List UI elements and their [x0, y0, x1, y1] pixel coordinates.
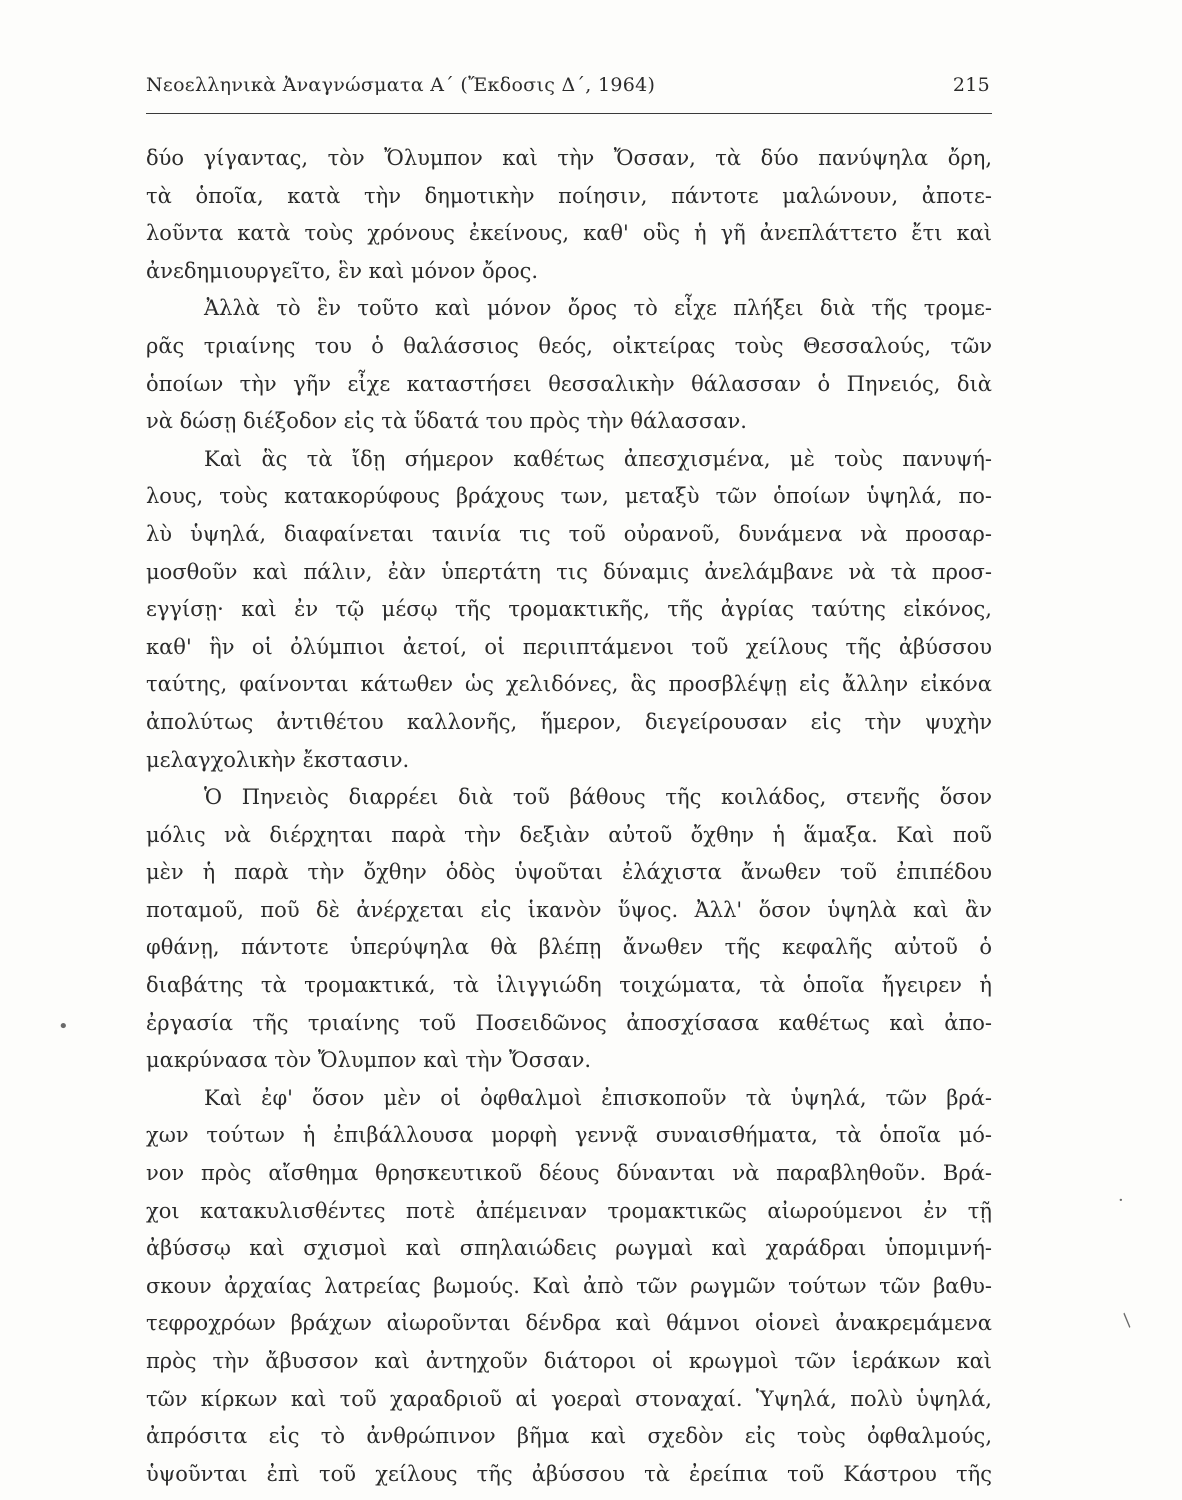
text-line: λοῦντα κατὰ τοὺς χρόνους ἐκείνους, καθ' οὓς ἡ γῆ ἀνεπλάττετο ἔτι καὶ [146, 221, 992, 246]
text-line: Καὶ ἃς τὰ ἴδῃ σήμερον καθέτως ἀπεσχισμένα, μὲ τοὺς πανυψή- [204, 446, 992, 471]
text-line: Καὶ ἐφ' ὅσον μὲν οἱ ὀφθαλμοὶ ἐπισκοποῦν τὰ ὑψηλά, τῶν βρά- [204, 1085, 992, 1110]
text-line: πρὸς τὴν ἄβυσσον καὶ ἀντηχοῦν διάτοροι οἱ κρωγμοὶ τῶν ἱεράκων καὶ [146, 1349, 992, 1373]
text-line: ρᾶς τριαίνης του ὁ θαλάσσιος θεός, οἰκτείρας τοὺς Θεσσαλούς, τῶν [146, 333, 992, 358]
text-line: λὺ ὑψηλά, διαφαίνεται ταινία τις τοῦ οὐρανοῦ, δυνάμενα νὰ προσαρ- [146, 521, 992, 546]
margin-speck: · [1118, 1190, 1124, 1211]
page-number: 215 [952, 74, 990, 96]
text-line: νὰ δώσῃ διέξοδον εἰς τὰ ὕδατά του πρὸς τὴν θάλασσαν. [146, 409, 747, 434]
margin-stroke: / [1117, 1310, 1137, 1331]
text-line: σκουν ἀρχαίας λατρείας βωμούς. Καὶ ἀπὸ τῶν ρωγμῶν τούτων τῶν βαθυ- [146, 1273, 992, 1298]
header-rule [146, 113, 992, 114]
text-line: ὑψοῦνται ἐπὶ τοῦ χείλους τῆς ἀβύσσου τὰ ἐρείπια τοῦ Κάστρου τῆς [146, 1461, 992, 1486]
margin-dot: • [58, 1016, 69, 1037]
text-line: μόλις νὰ διέρχηται παρὰ τὴν δεξιὰν αὐτοῦ ὄχθην ἡ ἅμαξα. Καὶ ποῦ [146, 822, 992, 847]
text-line: Ὁ Πηνειὸς διαρρέει διὰ τοῦ βάθους τῆς κοιλάδος, στενῆς ὅσον [204, 785, 992, 810]
text-line: τεφροχρόων βράχων αἰωροῦνται δένδρα καὶ θάμνοι οἱονεὶ ἀνακρεμάμενα [146, 1311, 992, 1336]
text-line: μοσθοῦν καὶ πάλιν, ἐὰν ὑπερτάτη τις δύναμις ἀνελάμβανε νὰ τὰ προσ- [146, 559, 992, 584]
text-line: χων τούτων ἡ ἐπιβάλλουσα μορφὴ γεννᾷ συναισθήματα, τὰ ὁποῖα μό- [146, 1123, 992, 1148]
text-line: μακρύνασα τὸν Ὄλυμπον καὶ τὴν Ὄσσαν. [146, 1048, 592, 1073]
text-line: μελαγχολικὴν ἔκστασιν. [146, 747, 410, 772]
text-line: νον πρὸς αἴσθημα θρησκευτικοῦ δέους δύνανται νὰ παραβληθοῦν. Βρά- [146, 1161, 992, 1186]
text-line: μὲν ἡ παρὰ τὴν ὄχθην ὁδὸς ὑψοῦται ἐλάχιστα ἄνωθεν τοῦ ἐπιπέδου [146, 860, 992, 885]
text-line: χοι κατακυλισθέντες ποτὲ ἀπέμειναν τρομακτικῶς αἰωρούμενοι ἐν τῇ [146, 1198, 992, 1223]
text-line: καθ' ἣν οἱ ὀλύμπιοι ἀετοί, οἱ περιιπτάμενοι τοῦ χείλους τῆς ἀβύσσου [146, 634, 992, 659]
text-line: ποταμοῦ, ποῦ δὲ ἀνέρχεται εἰς ἱκανὸν ὕψος. Ἀλλ' ὅσον ὑψηλὰ καὶ ἂν [146, 897, 992, 922]
running-title: Νεοελληνικὰ Ἀναγνώσματα Α΄ (Ἔκδοσις Δ΄, 1964) [146, 74, 656, 96]
text-line: ἀβύσσῳ καὶ σχισμοὶ καὶ σπηλαιώδεις ρωγμαὶ καὶ χαράδραι ὑπομιμνή- [146, 1236, 992, 1261]
text-line: ἀπολύτως ἀντιθέτου καλλονῆς, ἥμερον, διεγείρουσαν εἰς τὴν ψυχὴν [146, 709, 992, 734]
text-line: ἀνεδημιουργεῖτο, ἓν καὶ μόνον ὄρος. [146, 258, 539, 283]
text-line: τὰ ὁποῖα, κατὰ τὴν δημοτικὴν ποίησιν, πάντοτε μαλώνουν, ἀποτε- [146, 183, 992, 208]
text-line: ἀπρόσιτα εἰς τὸ ἀνθρώπινον βῆμα καὶ σχεδὸν εἰς τοὺς ὀφθαλμούς, [146, 1424, 992, 1449]
text-line: τῶν κίρκων καὶ τοῦ χαραδριοῦ αἱ γοεραὶ στοναχαί. Ὑψηλά, πολὺ ὑψηλά, [146, 1386, 992, 1411]
text-line: εγγίσῃ· καὶ ἐν τῷ μέσῳ τῆς τρομακτικῆς, τῆς ἀγρίας ταύτης εἰκόνος, [146, 597, 992, 622]
text-line: Ἀλλὰ τὸ ἓν τοῦτο καὶ μόνον ὄρος τὸ εἶχε πλήξει διὰ τῆς τρομε- [204, 296, 992, 321]
running-header [146, 74, 990, 104]
text-line: ὁποίων τὴν γῆν εἶχε καταστήσει θεσσαλικὴν θάλασσαν ὁ Πηνειός, διὰ [146, 371, 992, 396]
page-body [146, 140, 992, 1493]
text-line: διαβάτης τὰ τρομακτικά, τὰ ἰλιγγιώδη τοιχώματα, τὰ ὁποῖα ἤγειρεν ἡ [146, 973, 992, 998]
text-line: λους, τοὺς κατακορύφους βράχους των, μεταξὺ τῶν ὁποίων ὑψηλά, πο- [146, 484, 992, 509]
text-line: δύο γίγαντας, τὸν Ὄλυμπον καὶ τὴν Ὄσσαν, τὰ δύο πανύψηλα ὄρη, [146, 146, 992, 170]
text-line: ἐργασία τῆς τριαίνης τοῦ Ποσειδῶνος ἀποσχίσασα καθέτως καὶ ἀπο- [146, 1010, 992, 1035]
text-line: ταύτης, φαίνονται κάτωθεν ὡς χελιδόνες, ἃς προσβλέψῃ εἰς ἄλλην εἰκόνα [146, 672, 992, 697]
text-line: φθάνῃ, πάντοτε ὑπερύψηλα θὰ βλέπῃ ἄνωθεν τῆς κεφαλῆς αὐτοῦ ὁ [146, 935, 992, 960]
